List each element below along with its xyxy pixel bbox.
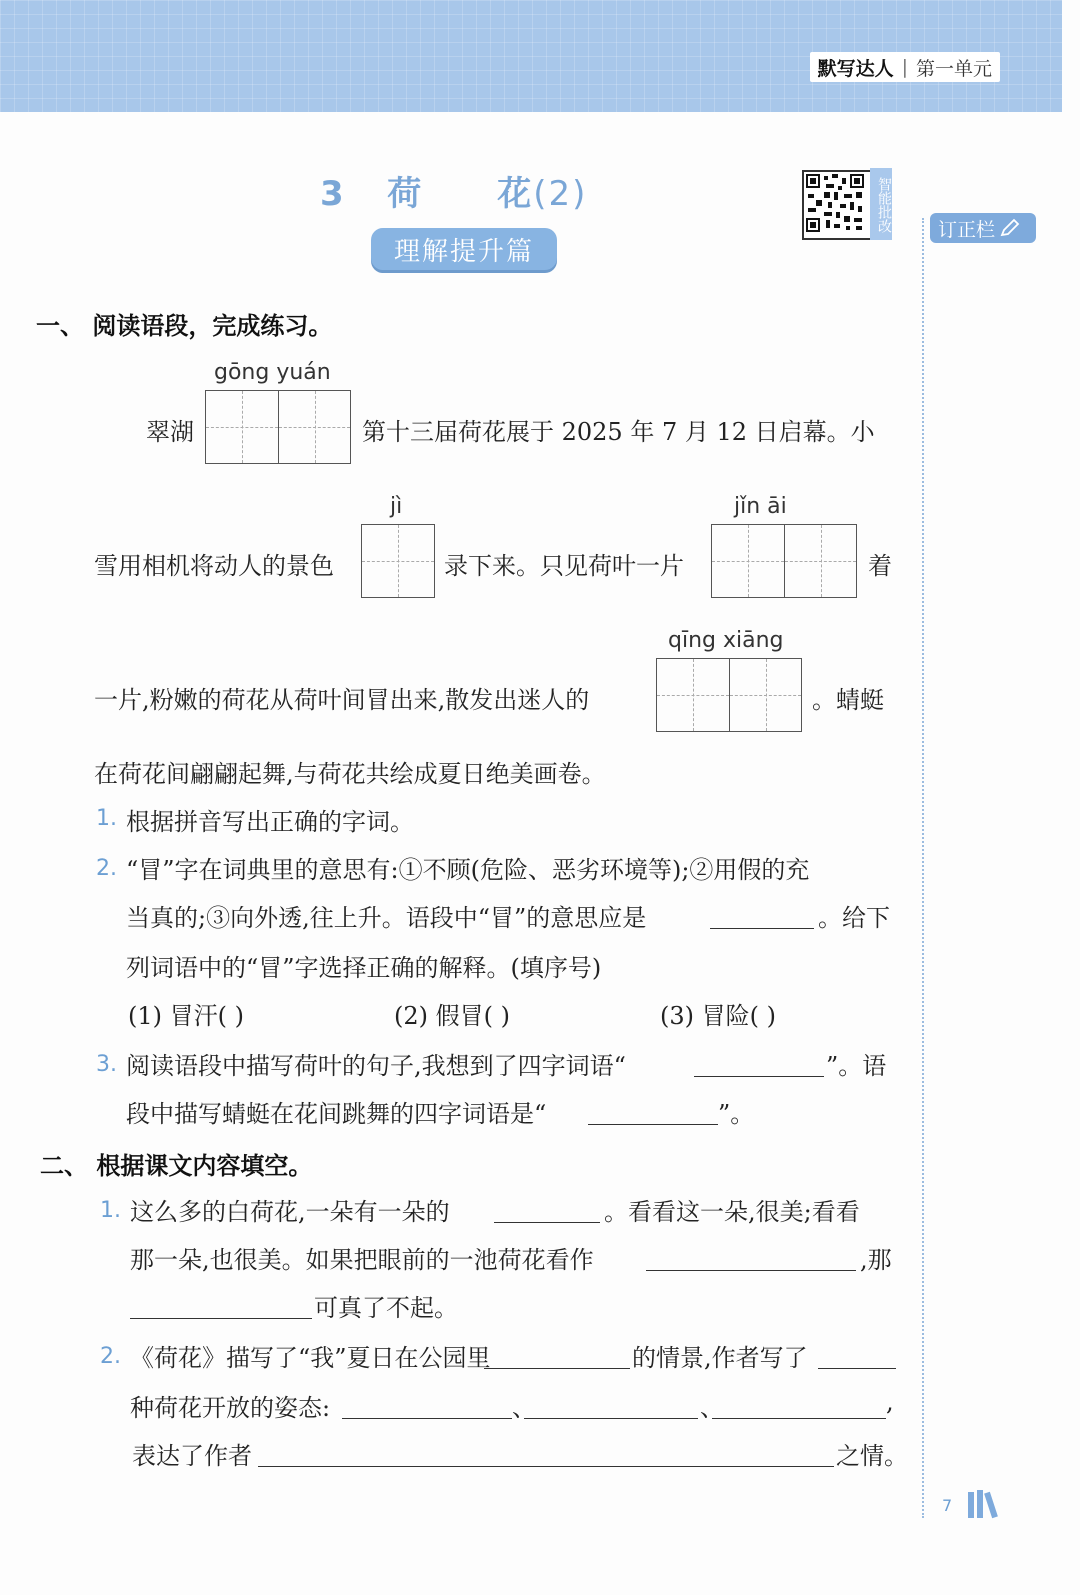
pinyin-jinai: jǐn āi [734,494,787,519]
s2q1-blank-2[interactable] [646,1270,856,1271]
p3-end: 。蜻蜓 [812,686,884,714]
books-icon [966,1488,1006,1522]
q3-line2a: 段中描写蜻蜓在花间跳舞的四字词语是“ [126,1100,547,1128]
answer-box-ji[interactable] [361,524,435,598]
header-tag [810,52,1000,82]
q2-option-1[interactable]: (1) 冒汗( ) [128,1002,244,1030]
q2-option-2[interactable]: (2) 假冒( ) [394,1002,510,1030]
q1-text: 根据拼音写出正确的字词。 [126,808,414,836]
s2q1-line1b: 。看看这一朵,很美;看看 [604,1198,860,1226]
s2q2-line3b: 之情。 [836,1442,908,1470]
section-2-heading: 二、 根据课文内容填空。 [40,1152,313,1180]
s2q2-blank-5[interactable] [712,1418,886,1419]
s2q2-blank-6[interactable] [258,1466,834,1467]
s2q2-comma-3: , [886,1388,894,1416]
s2q2-number: 2. [100,1344,121,1369]
q2-number: 2. [96,856,117,881]
s2q1-line2a: 那一朵,也很美。如果把眼前的一池荷花看作 [130,1246,594,1274]
correction-column-divider [922,218,924,1518]
unit-name: 第一单元 [915,57,992,80]
s2q1-blank-1[interactable] [494,1222,600,1223]
qr-label: 智能批改 [870,168,892,240]
q3-line1a: 阅读语段中描写荷叶的句子,我想到了四字词语“ [126,1052,626,1080]
p2-mid: 录下来。只见荷叶一片 [444,552,684,580]
answer-box-qingxiang[interactable] [656,658,802,732]
p2-end: 着 [868,552,892,580]
q2-line1: “冒”字在词典里的意思有:①不顾(危险、恶劣环境等);②用假的充 [126,856,810,884]
series-name: 默写达人 [817,57,894,80]
answer-box-gongyuan[interactable] [205,390,351,464]
q3-blank-2[interactable] [588,1124,718,1125]
p3-start: 一片,粉嫩的荷花从荷叶间冒出来,散发出迷人的 [94,686,590,714]
s2q2-blank-2[interactable] [818,1368,896,1369]
s2q1-number: 1. [100,1198,121,1223]
q3-line1b: ”。语 [826,1052,887,1080]
p1-start: 翠湖 [146,418,194,446]
lesson-title [320,166,587,215]
s2q2-line2a: 种荷花开放的姿态: [130,1394,331,1422]
page-number: 7 [942,1496,953,1515]
s2q1-line1a: 这么多的白荷花,一朵有一朵的 [130,1198,450,1226]
separator: | [901,56,908,78]
qr-code-icon[interactable] [802,170,872,240]
s2q2-comma-1: 、 [512,1394,536,1422]
q2-line2a: 当真的;③向外透,往上升。语段中“冒”的意思应是 [126,904,647,932]
p2-start: 雪用相机将动人的景色 [94,552,334,580]
q3-line2b: ”。 [718,1100,755,1128]
s2q2-line3a: 表达了作者 [132,1442,252,1470]
correction-label: 订正栏 [938,218,996,241]
q2-blank-meaning[interactable] [710,928,814,929]
q2-line2b: 。给下 [818,904,890,932]
section-1-heading: 一、 阅读语段，完成练习。 [36,312,333,340]
lesson-number: 3 [320,174,346,214]
s2q2-comma-2: 、 [700,1394,724,1422]
s2q2-blank-1[interactable] [484,1368,630,1369]
s2q1-blank-3[interactable] [130,1318,312,1319]
s2q2-line1a: 《荷花》描写了“我”夏日在公园里 [130,1344,491,1372]
answer-box-jinai[interactable] [711,524,857,598]
p1-end: 第十三届荷花展于 2025 年 7 月 12 日启幕。小 [362,418,875,446]
q2-line3: 列词语中的“冒”字选择正确的解释。(填序号) [126,954,602,982]
p4: 在荷花间翩翩起舞,与荷花共绘成夏日绝美画卷。 [94,760,606,788]
pinyin-gongyuan: gōng yuán [214,360,331,385]
title-part: (2) [533,174,588,214]
title-char-1: 荷 [387,174,424,214]
pinyin-qingxiang: qīng xiāng [668,628,784,653]
s2q2-blank-3[interactable] [342,1418,512,1419]
q3-number: 3. [96,1052,117,1077]
correction-column-header [930,213,1036,243]
q3-blank-1[interactable] [694,1076,824,1077]
s2q2-line1b: 的情景,作者写了 [632,1344,808,1372]
pencil-icon [999,218,1021,238]
s2q1-line2b: ,那 [860,1246,892,1274]
subtitle-badge: 理解提升篇 [371,228,557,270]
s2q1-line3: 可真了不起。 [314,1294,458,1322]
title-char-2: 花 [497,174,534,214]
pinyin-ji: jì [390,494,403,519]
q2-option-3[interactable]: (3) 冒险( ) [660,1002,776,1030]
s2q2-blank-4[interactable] [524,1418,698,1419]
q1-number: 1. [96,806,117,831]
